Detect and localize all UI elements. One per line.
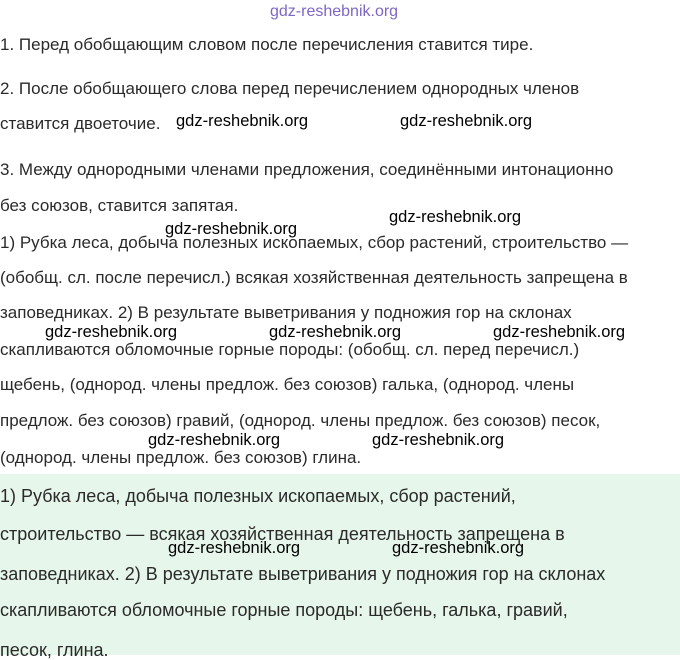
watermark: gdz-reshebnik.org <box>400 112 533 130</box>
watermark: gdz-reshebnik.org <box>493 323 626 341</box>
watermark: gdz-reshebnik.org <box>45 323 178 341</box>
watermark: gdz-reshebnik.org <box>176 112 309 130</box>
rule-3-line-1: 3. Между однородными членами предложения, соединёнными интонационно <box>0 160 614 179</box>
analysis-line-1: 1) Рубка леса, добыча полезных ископаемых, сбор растений, строительство — <box>0 233 629 252</box>
analysis-line-7: (однород. члены предлож. без союзов) глина. <box>0 448 362 467</box>
watermark-top: gdz-reshebnik.org <box>270 3 399 20</box>
rule-2-line-2: ставится двоеточие. <box>0 114 161 133</box>
watermark: gdz-reshebnik.org <box>389 208 522 226</box>
rule-3-line-2: без союзов, ставится запятая. <box>0 196 239 215</box>
answer-line-3: заповедниках. 2) В результате выветривания у подножия гор на склонах <box>0 564 606 584</box>
analysis-line-6: предлож. без союзов) гравий, (однород. члены предлож. без союзов) песок, <box>0 411 601 430</box>
rule-1: 1. Перед обобщающим словом после перечисления ставится тире. <box>0 35 534 54</box>
watermark: gdz-reshebnik.org <box>372 431 505 449</box>
answer-line-2: строительство — всякая хозяйственная деятельность запрещена в <box>0 524 565 544</box>
analysis-line-4: скапливаются обломочные горные породы: (обобщ. сл. перед перечисл.) <box>0 340 580 359</box>
analysis-line-3: заповедниках. 2) В результате выветривания у подножия гор на склонах <box>0 303 572 322</box>
answer-line-4: скапливаются обломочные горные породы: щебень, галька, гравий, <box>0 600 568 620</box>
watermark: gdz-reshebnik.org <box>168 539 301 557</box>
analysis-line-5: щебень, (однород. члены предлож. без союзов) галька, (однород. члены <box>0 375 575 394</box>
rule-2-line-1: 2. После обобщающего слова перед перечислением однородных членов <box>0 79 580 98</box>
watermark: gdz-reshebnik.org <box>269 323 402 341</box>
analysis-line-2: (обобщ. сл. после перечисл.) всякая хозяйственная деятельность запрещена в <box>0 268 628 287</box>
watermark: gdz-reshebnik.org <box>165 220 298 238</box>
answer-panel <box>0 474 680 660</box>
watermark: gdz-reshebnik.org <box>392 539 525 557</box>
watermark: gdz-reshebnik.org <box>148 431 281 449</box>
answer-line-5: песок, глина. <box>0 640 109 660</box>
answer-line-1: 1) Рубка леса, добыча полезных ископаемых, сбор растений, <box>0 486 516 506</box>
